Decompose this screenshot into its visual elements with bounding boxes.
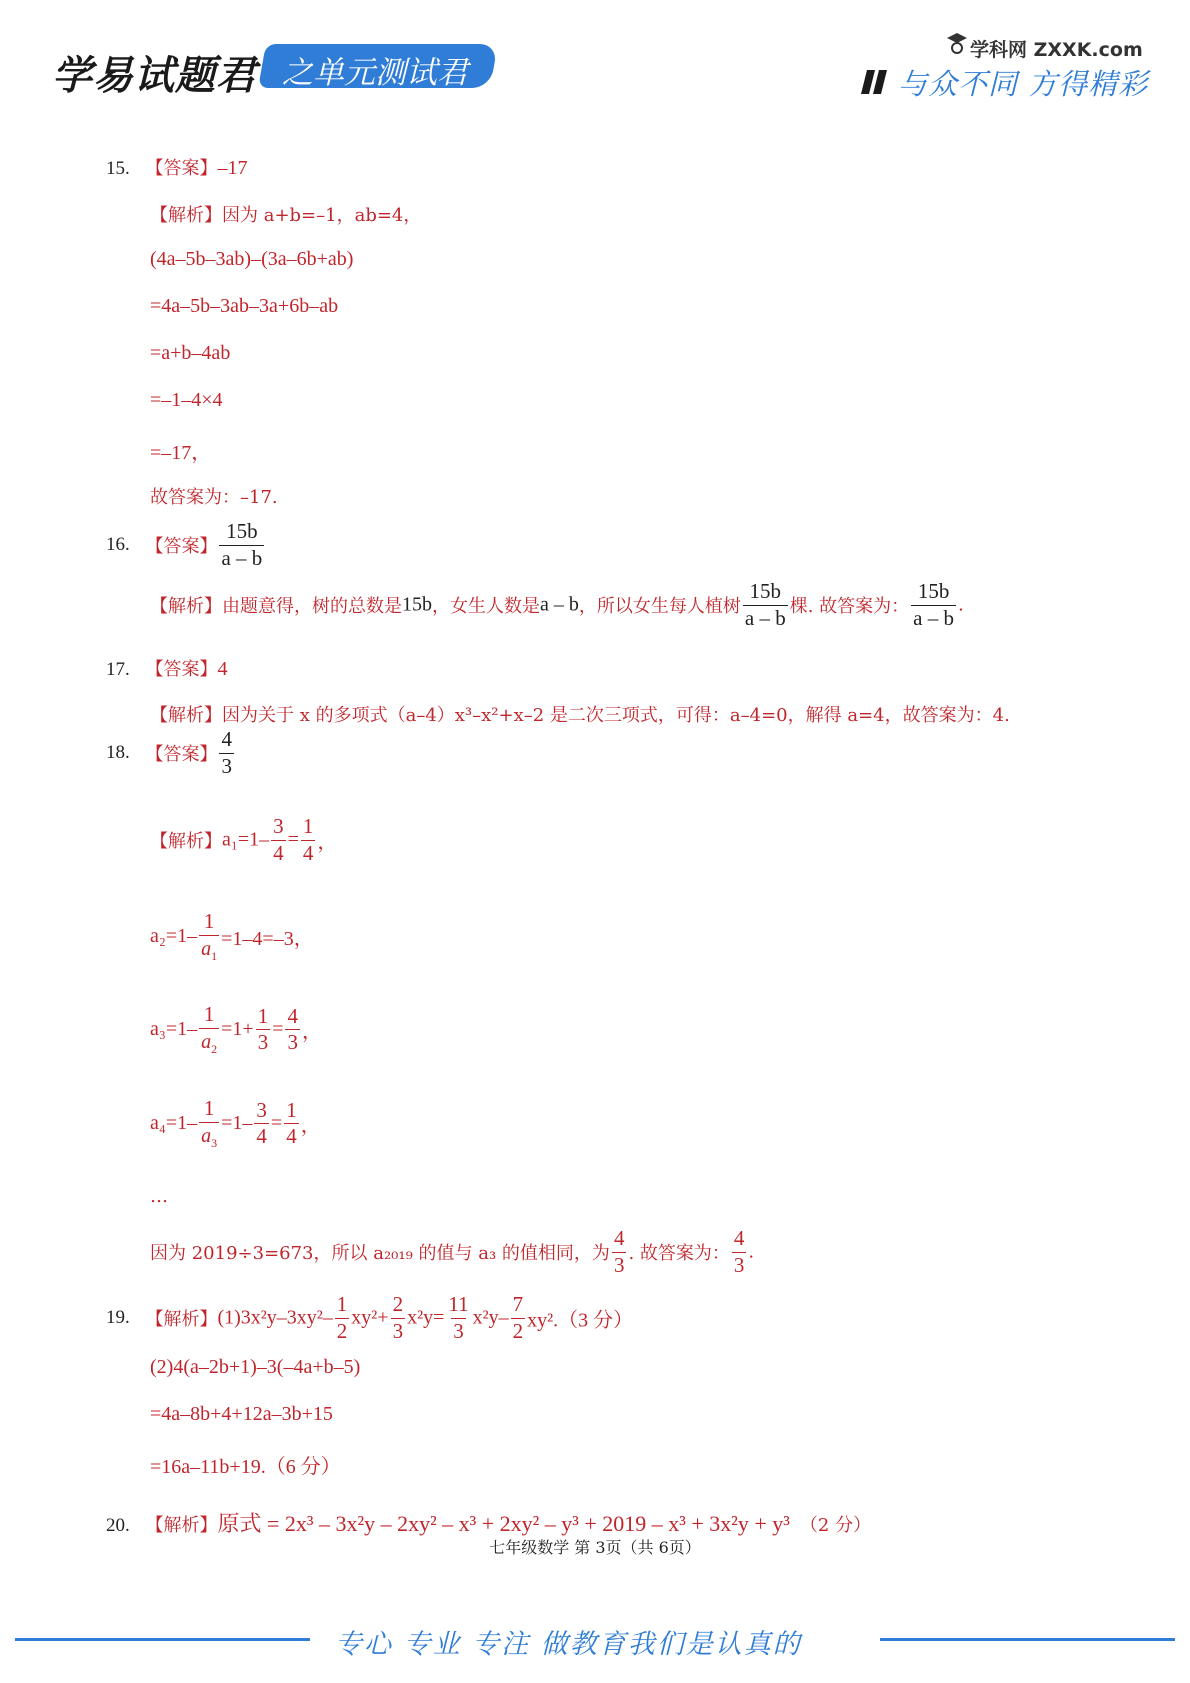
q15-line-3: =4a–5b–3ab–3a+6b–ab xyxy=(150,295,339,317)
analysis-label: 【解析】 xyxy=(150,205,222,226)
question-number: 19. xyxy=(106,1307,130,1329)
q15-line-7: 故答案为：–17. xyxy=(150,487,278,508)
fraction-three-quarters xyxy=(271,815,286,865)
fraction-denominator: 2 xyxy=(336,1318,348,1343)
question-number: 16. xyxy=(106,534,130,556)
fraction-denominator: $a_3$ xyxy=(199,1122,219,1151)
fraction-numerator: 3 xyxy=(256,1097,267,1122)
slash-bars-icon xyxy=(861,70,889,94)
fraction-denominator: 3 xyxy=(733,1252,745,1277)
analysis-label: 【解析】 xyxy=(150,596,222,618)
a2-rhs: =1–4=–3， xyxy=(221,928,314,951)
fraction-numerator: 3 xyxy=(273,814,284,838)
q19-line-3: =4a–8b+4+12a–3b+15 xyxy=(150,1403,333,1425)
footer-rule xyxy=(15,1638,310,1641)
analysis-text: ，女生人数是 xyxy=(432,596,540,618)
answer-label: 【答案】 xyxy=(145,659,218,680)
brand-title: 学易试题君 xyxy=(52,53,257,99)
fraction-one-quarter xyxy=(284,1099,299,1149)
answer-fraction xyxy=(219,520,264,570)
fraction-denominator: 4 xyxy=(302,840,314,865)
q16-answer-line xyxy=(106,520,266,570)
a2-lhs: a₂=1– xyxy=(150,925,198,948)
fraction-denominator: a – b xyxy=(221,545,263,570)
q17-answer-line xyxy=(106,655,227,681)
a1-lhs: a₁=1– xyxy=(222,828,270,851)
fraction-numerator: 11 xyxy=(448,1292,469,1316)
analysis-label: 【解析】 xyxy=(150,705,222,726)
fraction-numerator: 4 xyxy=(613,1226,625,1250)
conclusion-text: . xyxy=(748,1241,755,1263)
fraction-four-thirds xyxy=(612,1227,627,1277)
expr-part: x²y– xyxy=(472,1306,509,1329)
fraction-numerator: 4 xyxy=(733,1226,745,1250)
q15-answer-line xyxy=(106,154,247,180)
q15-line-6: =–17， xyxy=(150,442,212,464)
expr-part: xy²+ xyxy=(351,1306,389,1329)
fraction-denominator: 3 xyxy=(453,1318,464,1343)
fraction-numerator: 1 xyxy=(302,814,314,838)
fraction-denominator: $a_1$ xyxy=(199,935,219,964)
question-number: 20. xyxy=(106,1515,130,1536)
score: （2 分） xyxy=(799,1515,872,1536)
fraction xyxy=(743,580,788,630)
fraction-seven-halves xyxy=(511,1293,526,1343)
q18-a3-line: a₃=1– $\frac{1}{a_2}$ =1+ $\frac{1}{3}$ = $\frac{4}{3}$ ， xyxy=(150,1002,322,1056)
a3-mid: =1+ xyxy=(221,1018,254,1041)
q15-line-4: =a+b–4ab xyxy=(150,342,231,364)
q18-ellipsis: … xyxy=(150,1186,168,1207)
expression: 原式 = 2x³ – 3x²y – 2xy² – x³ + 2xy² – y³ + 2019 – x³ + 3x²y + y³ xyxy=(217,1511,790,1536)
fraction-one-third xyxy=(256,1005,271,1055)
analysis-text: 棵. 故答案为： xyxy=(789,596,910,618)
fraction-denominator: a – b xyxy=(913,605,954,630)
girls-count: a – b xyxy=(540,593,579,616)
fraction-denominator: 3 xyxy=(613,1252,625,1277)
q20-line xyxy=(106,1507,871,1538)
brand-subtitle: 之单元测试君 xyxy=(282,55,468,91)
fraction-eleven-thirds xyxy=(446,1293,470,1343)
answer-value: 4 xyxy=(217,658,228,680)
analysis-label: 【解析】 xyxy=(145,1515,218,1536)
q15-line-2: (4a–5b–3ab)–(3a–6b+ab) xyxy=(150,248,354,270)
q18-conclusion xyxy=(150,1227,754,1277)
fraction-denominator: $a_2$ xyxy=(199,1028,219,1057)
fraction-denominator: 3 xyxy=(287,1030,298,1055)
header-slogan: 与众不同 方得精彩 xyxy=(898,67,1149,101)
fraction-denominator: 4 xyxy=(256,1124,267,1149)
analysis-text: 由题意得，树的总数是 xyxy=(222,596,402,618)
fraction-numerator: 15b xyxy=(917,579,950,603)
expr-part: xy².（3 分） xyxy=(527,1309,634,1332)
conclusion-text: 因为 2019÷3=673，所以 a₂₀₁₉ 的值与 a₃ 的值相同，为 xyxy=(150,1243,610,1265)
footer-motto: 专心 专业 专注 做教育我们是认真的 xyxy=(335,1629,802,1660)
fraction-denominator: 4 xyxy=(273,840,284,865)
fraction-four-thirds xyxy=(285,1005,300,1055)
fraction-numerator: 1 xyxy=(203,1096,215,1120)
graduation-cap-icon xyxy=(945,30,969,56)
question-number: 15. xyxy=(106,158,130,179)
conclusion-text: . 故答案为： xyxy=(628,1243,730,1265)
fraction-numerator: 1 xyxy=(286,1097,297,1122)
q19-line-2: (2)4(a–2b+1)–3(–4a+b–5) xyxy=(150,1356,361,1378)
fraction xyxy=(911,580,956,630)
expr-part: (1)3x²y–3xy²– xyxy=(217,1306,333,1329)
q18-a4-line: a₄=1– $\frac{1}{a_3}$ =1– $\frac{3}{4}$ = $\frac{1}{4}$ ， xyxy=(150,1096,321,1150)
fraction-numerator: 4 xyxy=(287,1003,298,1028)
a4-mid: =1– xyxy=(221,1112,253,1135)
fraction-one-over-a2 xyxy=(199,1003,219,1056)
analysis-label: 【解析】 xyxy=(150,831,222,853)
fraction-four-thirds xyxy=(732,1227,747,1277)
answer-value: –17 xyxy=(217,157,248,179)
analysis-text: ，所以女生每人植树 xyxy=(578,596,741,618)
fraction-one-half xyxy=(335,1293,350,1343)
page-info: 七年级数学 第 3页（共 6页） xyxy=(489,1538,701,1557)
q19-line-4: =16a–11b+19.（6 分） xyxy=(150,1456,341,1478)
analysis-text: 因为 a+b=–1，ab=4， xyxy=(222,205,422,226)
fraction-numerator: 2 xyxy=(392,1292,404,1316)
fraction-two-thirds xyxy=(391,1293,406,1343)
fraction-one-over-a3 xyxy=(199,1097,219,1150)
a3-lhs: a₃=1– xyxy=(150,1018,198,1041)
fraction-one-over-a1 xyxy=(199,910,219,963)
fraction-denominator: 2 xyxy=(512,1318,524,1343)
fraction-numerator: 1 xyxy=(203,909,215,933)
q19-part1-line xyxy=(106,1293,633,1343)
question-number: 17. xyxy=(106,659,130,680)
tree-total: 15b xyxy=(402,593,432,616)
fraction-one-quarter xyxy=(301,815,316,865)
fraction-numerator: 1 xyxy=(257,1003,269,1028)
answer-label: 【答案】 xyxy=(145,536,218,558)
q18-a2-line xyxy=(150,910,314,963)
fraction-denominator: 4 xyxy=(286,1124,297,1149)
fraction-numerator: 15b xyxy=(749,579,782,603)
fraction-denominator: a – b xyxy=(744,605,786,630)
answer-fraction xyxy=(219,728,234,778)
site-logo: 学科网 ZXXK.com xyxy=(970,39,1143,61)
fraction-denominator: 3 xyxy=(392,1318,404,1343)
fraction-numerator: 15b xyxy=(226,519,258,543)
fraction-three-quarters xyxy=(254,1099,269,1149)
q18-answer-line xyxy=(106,728,236,778)
fraction-numerator: 7 xyxy=(512,1292,524,1316)
q18-a1-line: 【解析】a₁=1– $\frac{3}{4}$ = $\frac{1}{4}$ ， xyxy=(150,814,338,865)
analysis-text: 因为关于 x 的多项式（a–4）x³–x²+x–2 是二次三项式，可得：a–4=0，解得 a=4，故答案为：4. xyxy=(222,705,1010,726)
expr-part: x²y= xyxy=(407,1306,445,1329)
analysis-text: . xyxy=(958,594,964,616)
footer-rule xyxy=(880,1638,1175,1641)
answer-label: 【答案】 xyxy=(145,158,218,179)
q15-analysis-line-1 xyxy=(150,201,421,227)
fraction-numerator: 1 xyxy=(203,1002,215,1026)
fraction-denominator: 3 xyxy=(257,1030,269,1055)
q15-line-5: =–1–4×4 xyxy=(150,389,223,411)
fraction-numerator: 4 xyxy=(221,727,232,751)
answer-label: 【答案】 xyxy=(145,744,218,766)
question-number: 18. xyxy=(106,742,130,764)
fraction-numerator: 1 xyxy=(336,1292,348,1316)
a4-lhs: a₄=1– xyxy=(150,1112,198,1135)
fraction-denominator: 3 xyxy=(221,753,232,778)
q16-analysis-line xyxy=(150,580,964,630)
q17-analysis-line xyxy=(150,701,1010,727)
analysis-label: 【解析】 xyxy=(145,1309,218,1331)
